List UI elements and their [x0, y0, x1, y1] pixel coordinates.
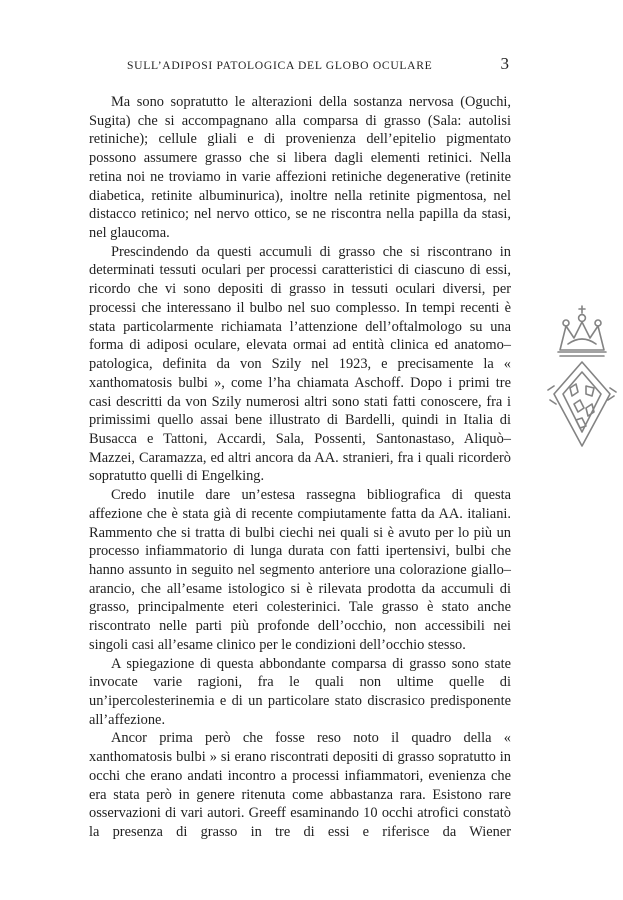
paragraph-2: Prescindendo da questi accumuli di grasso che si riscontrano in determinati tessuti oculari per processi caratteristici di ciascuno di essi, ricordo che vi sono depositi di grasso in tessuti oculari diversi, per processi che interessano il bulbo nel suo complesso. In tempi recenti è stata particolarmente richiamata l’attenzione dell’oftalmologo su una forma di adiposi oculare, elevata ormai ad entità clinica ed anatomo–patologica, definita da von Szily nel 1923, e precisamente la « xanthomatosis bulbi », come l’ha chiamata Aschoff. Dopo i primi tre casi descritti da von Szily numerosi altri sono stati fatti conoscere, fra i primissimi quello assai bene illustrato di Bardelli, quindi in Italia di Busacca e Tattoni, Accardi, Sala, Possenti, Santonastaso, Aliquò–Mazzei, Caramazza, ed altri ancora da AA. stranieri, fra i quali ricorderò sopratutto quelli di Engelking.	[89, 243, 511, 485]
running-title: SULL’ADIPOSI PATOLOGICA DEL GLOBO OCULARE	[127, 59, 433, 72]
paragraph-5: Ancor prima però che fosse reso noto il quadro della « xanthomatosis bulbi » si erano riscontrati depositi di grasso sopratutto in occhi che erano andati incontro a processi infiammatori, evenienza che era stata però in genere ritenuta come abbastanza rara. Esistono rare osservazioni di vari autori. Greeff esaminando 10 occhi atrofici constatò la presenza di grasso in tre di essi e riferisce da Wiener	[89, 730, 511, 841]
paragraph-4: A spiegazione di questa abbondante comparsa di grasso sono state invocate varie ragioni, fra le quali non ultime quelle di un’ipercolesterinemia e di un particolare stato discrasico predisponente all’affezione.	[89, 655, 511, 728]
paragraph-3: Credo inutile dare un’estesa rassegna bibliografica di questa affezione che è stata già di recente compiutamente fatta da AA. italiani. Rammento che si tratta di bulbi ciechi nei quali si è avuto per lo più un processo infiammatorio di lunga durata con fatti ipertensivi, bulbi che hanno assunto in seguito nel segmento anteriore una colorazione giallo–arancio, che all’esame istologico si è rilevata prodotta da accumuli di grasso, principalmente eteri colesterinici. Tale grasso è stato anche riscontrato nelle parti più profonde dell’occhio, non accessibili nei singoli casi all’esame clinico per le condizioni dell’occhio stesso.	[89, 487, 511, 653]
page-number: 3	[500, 54, 509, 73]
body-text	[89, 93, 511, 842]
running-header	[89, 54, 514, 80]
paragraph-1: Ma sono sopratutto le alterazioni della sostanza nervosa (Oguchi, Sugita) che si accompagnano alla comparsa di grasso (Sala: autolisi retiniche); cellule gliali e di provenienza dell’epitelio pigmentato possono assumere grasso che si libera dagli elementi retinici. Nella retina noi ne troviamo in varie affezioni retiniche degenerative (retinite diabetica, retinite albuminurica), inoltre nella retinite pigmentosa, nel distacco retinico; nel nervo ottico, se ne riscontra nella papilla da stasi, nel glaucoma.	[89, 94, 511, 242]
library-crown-stamp-icon	[546, 300, 618, 452]
